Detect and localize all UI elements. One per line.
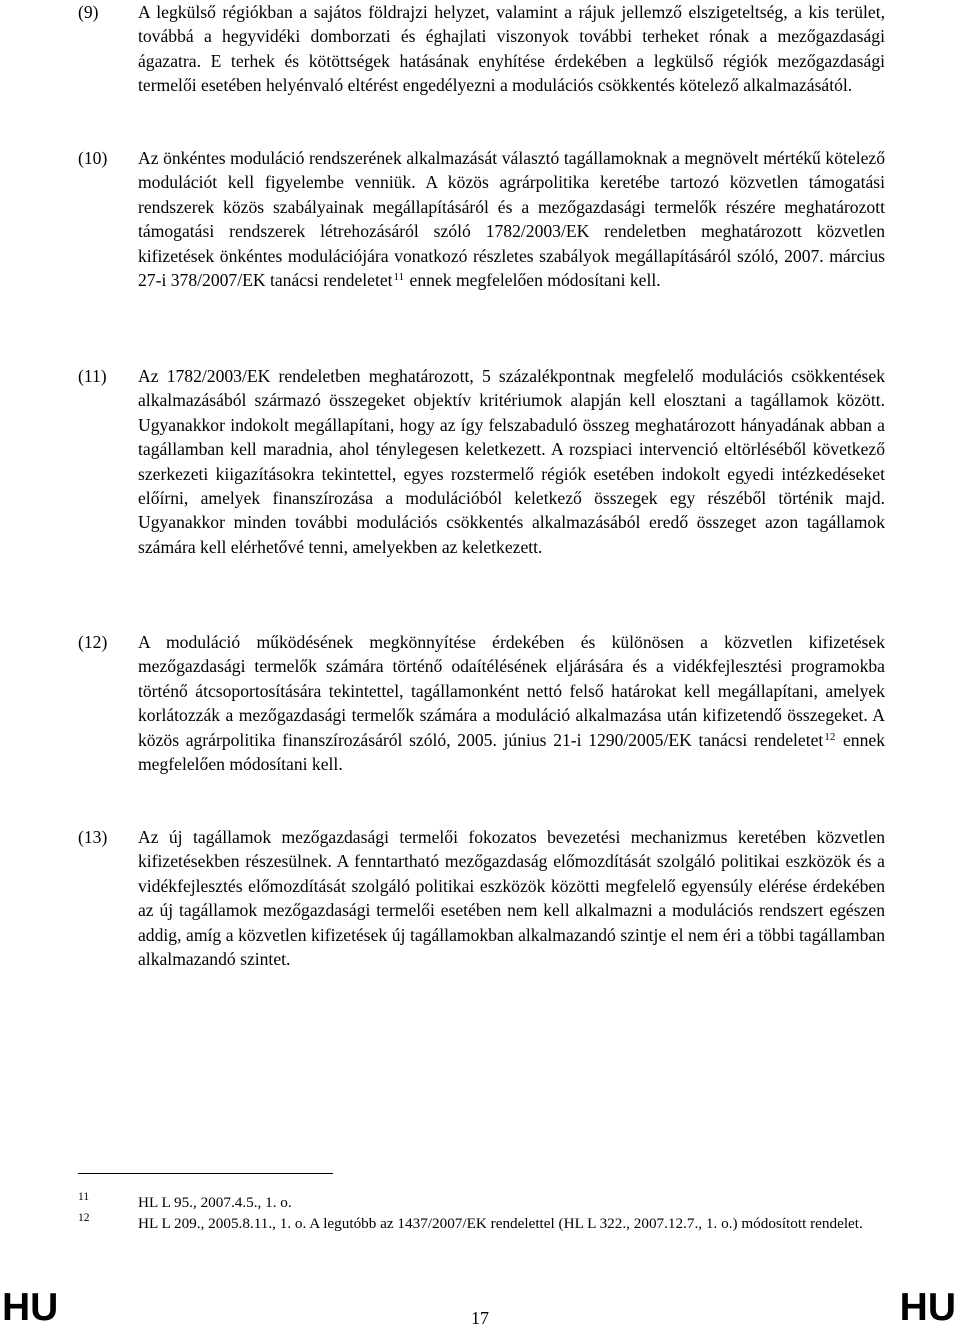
- paragraph-text: A legkülső régiókban a sajátos földrajzi helyzet, valamint a rájuk jellemző elszigeteltség, a kis terület, továbbá a hegyvidéki domborzati és éghajlati viszonyok további terheket rónak a mezőgazdasági ágazatra. E terhek és kötöttségek hatásának enyhítése érdekében a legkülső régiók mezőgazdasági termelői esetében helyénvaló eltérést engedélyezni a modulációs csökkentés kötelező alkalmazásától.: [138, 2, 885, 96]
- paragraph-number: (11): [78, 366, 107, 386]
- footer-language-code-right: HU: [899, 1286, 956, 1329]
- paragraph-number: (10): [78, 148, 108, 168]
- footnote-reference[interactable]: 11: [393, 271, 405, 284]
- page-number: 17: [471, 1308, 489, 1328]
- paragraph-text: Az 1782/2003/EK rendeletben meghatározott, 5 százalékpontnak megfelelő modulációs csökkentések alkalmazásából származó összegeket objektív kritériumok alapján kell elosztani a tagállamok között. Ugyanakkor indokolt megállapítani, hogy az így felszabaduló összeg meghatározott hányadának abban a tagállamban kell maradnia, ahol ténylegesen keletkezett. A rozspiaci intervenció eltörléséből következő szerkezeti kiigazításokra tekintettel, egyes rozstermelő régiók esetében indokolt egyedi intézkedéseket előírni, amelyek finanszírozása a modulációból keletkező összegek egy részéből történik majd. Ugyanakkor minden további modulációs csökkentés alkalmazásából eredő összeget azon tagállamok számára kell elérhetővé tenni, amelyekben az keletkezett.: [138, 366, 885, 557]
- paragraph-text-tail: ennek megfelelően módosítani kell.: [138, 729, 885, 775]
- footnote-reference[interactable]: 12: [824, 730, 836, 743]
- paragraph-text-main: Az önkéntes moduláció rendszerének alkalmazását választó tagállamoknak a megnövelt mértékű kötelező modulációt kell figyelembe venniük. A közös agrárpolitika keretébe tartozó közvetlen támogatási rendszerek közös szabályainak megállapításáról és a mezőgazdasági termelők részére meghatározott támogatási rendszerek létrehozásáról szóló 1782/2003/EK rendeletben meghatározott közvetlen kifizetések önkéntes modulációjára vonatkozó részletes szabályok megállapításáról szóló, 2007. március 27-i 378/2007/EK tanácsi rendeletet: [138, 148, 885, 291]
- footnote-text: HL L 209., 2005.8.11., 1. o. A legutóbb az 1437/2007/EK rendelettel (HL L 322., 2007.12.7., 1. o.) módosított rendelet.: [138, 1215, 863, 1232]
- footnote-separator: [78, 1173, 333, 1174]
- paragraph-text-main: A moduláció működésének megkönnyítése érdekében és különösen a közvetlen kifizetések mezőgazdasági termelők számára történő odaítélésének eljárására és a vidékfejlesztési programokba történő átcsoportosítására tekintettel, tagállamonként nettó felső határokat kell megállapítani, amelyek korlátozzák a mezőgazdasági termelők számára a moduláció alkalmazása után kifizetendő összegeket. A közös agrárpolitika finanszírozásáról szóló, 2005. június 21-i 1290/2005/EK tanácsi rendeletet: [138, 632, 885, 750]
- footnote-number: 11: [78, 1191, 90, 1203]
- paragraph-text: [138, 146, 885, 292]
- paragraph-number: (9): [78, 2, 99, 22]
- footnote-number: 12: [78, 1212, 90, 1224]
- paragraph-number: (13): [78, 827, 108, 847]
- paragraph-text: [138, 630, 885, 776]
- paragraph-text-tail: ennek megfelelően módosítani kell.: [409, 270, 661, 291]
- footer-language-code-left: HU: [2, 1286, 59, 1329]
- paragraph-text: Az új tagállamok mezőgazdasági termelői fokozatos bevezetési mechanizmus keretében közvetlen kifizetésekben részesülnek. A fenntartható mezőgazdaság előmozdítását szolgáló politikai eszközök és a vidékfejlesztés előmozdítását szolgáló politikai eszközök közötti megfelelő egyensúly elérése érdekében az új tagállamok mezőgazdasági termelői esetében nem kell alkalmazni a modulációs rendszert egészen addig, amíg a közvetlen kifizetések új tagállamokban alkalmazandó szintje el nem éri a többi tagállamban alkalmazandó szintet.: [138, 827, 885, 970]
- footnote-text: HL L 95., 2007.4.5., 1. o.: [138, 1194, 292, 1211]
- paragraph-number: (12): [78, 632, 108, 652]
